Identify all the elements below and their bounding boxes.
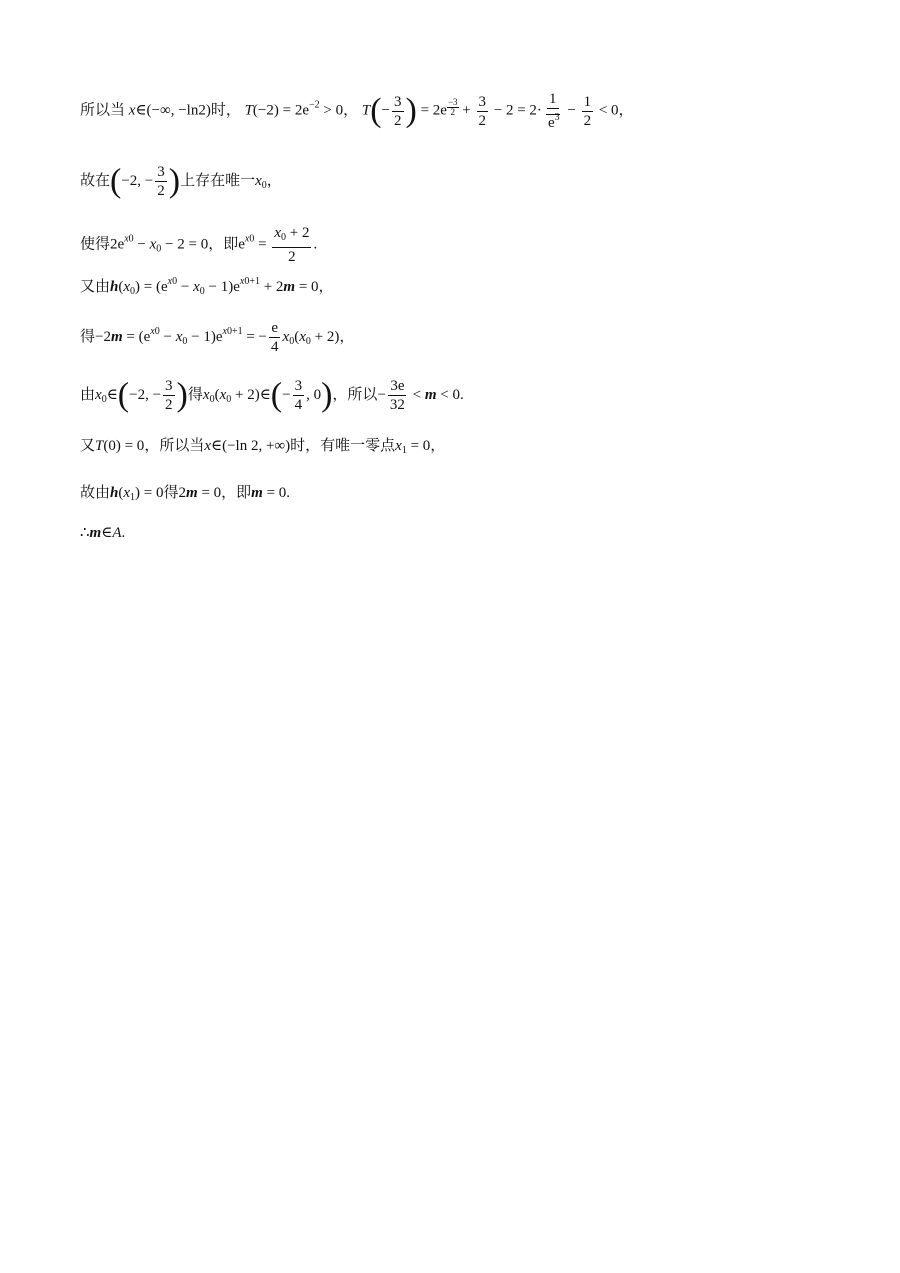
line-4: 又由$h(x_0) = (e^{x0} - x_0 - 1)e^{x0+1} + 2m = 0$，: [80, 276, 334, 297]
text: ，: [343, 102, 359, 119]
text: 得: [163, 485, 179, 501]
line-2: 故在(−2, − $\frac{3}{2}$ )上存在唯一$x_0$，: [80, 162, 282, 200]
text: ，所以: [332, 386, 378, 403]
text: 得: [187, 386, 203, 403]
text: 由: [80, 386, 96, 403]
line-6: 由$x_0\in(-2$, − $\frac{3}{2}$ )得$x_0(x_0$ + 2)∈(− $\frac{3}{4}$ , 0)，所以− $\frac{3e}{32}$ < m < 0.: [80, 376, 464, 414]
line-5: 得$-2m = (e^{x0} - x_0 - 1)e^{x0+1}$ = − $\frac{e}{4}$ $x_0(x_0 + 2)$，: [80, 320, 355, 355]
text: 时，: [210, 102, 241, 119]
text: 故由: [80, 485, 111, 501]
text: ∴: [80, 525, 90, 541]
text: ，即: [221, 485, 252, 501]
text: 故在: [80, 172, 111, 189]
line-8: 故由$h(x_1) = 0$得2m = 0，即m = 0.: [80, 485, 291, 503]
text: 又: [80, 438, 96, 454]
text: 使得: [80, 236, 111, 253]
text: ，: [618, 102, 634, 119]
text: 又由: [80, 279, 111, 295]
line-7: 又T(0) = 0，所以当x∈(−ln 2, +∞)时，有唯一零点$x_1 = 0$，: [80, 438, 446, 456]
line-3: 使得$2e^{x0} - x_0 - 2 = 0$，即$e^{x0}$ = $\frac{x_0 + 2}{2}$ .: [80, 225, 318, 265]
text: ，即: [208, 236, 239, 253]
text: 得: [80, 328, 96, 345]
text: 所以当: [80, 102, 126, 119]
text: 上存在唯一: [180, 172, 256, 189]
text: 时，有唯一零点: [290, 438, 396, 454]
line-1: 所以当 x∈(−∞, −ln2)时， $T(-2) = 2e^{-2} > 0$， T(− $\frac{3}{2}$ ) = 2e $\frac{-3}{2}$ + $\frac{3}{2}$ − 2 = 2· $\frac{1}{e^3}$ − $\frac{1}{2}$ < 0，: [80, 91, 634, 131]
text: ，所以当: [144, 438, 205, 454]
line-9: ∴m∈A.: [80, 525, 126, 541]
